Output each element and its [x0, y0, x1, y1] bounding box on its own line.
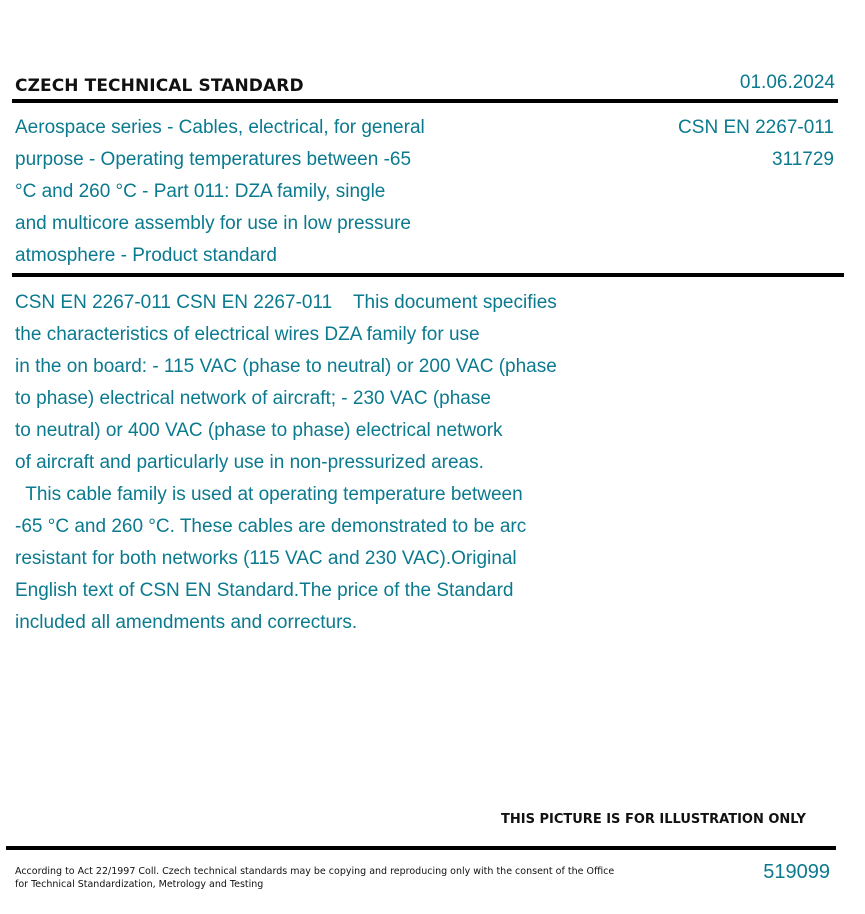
description-line: CSN EN 2267-011 CSN EN 2267-011 This document specifies [15, 292, 557, 313]
description-line: -65 °C and 260 °C. These cables are demonstrated to be arc [15, 516, 527, 537]
description-line: the characteristics of electrical wires DZA family for use [15, 324, 480, 345]
description-line: resistant for both networks (115 VAC and 230 VAC).Original [15, 548, 517, 569]
title-line: and multicore assembly for use in low pressure [15, 213, 412, 234]
title-line: atmosphere - Product standard [15, 245, 277, 266]
footer-divider [6, 846, 836, 850]
standard-identifier [678, 112, 834, 176]
standard-title [15, 112, 515, 272]
description-line: included all amendments and correcturs. [15, 612, 358, 633]
description-line: of aircraft and particularly use in non-pressurized areas. [15, 452, 484, 473]
title-line: purpose - Operating temperatures between -65 [15, 149, 412, 170]
title-line: °C and 260 °C - Part 011: DZA family, single [15, 181, 386, 202]
description-line: to neutral) or 400 VAC (phase to phase) electrical network [15, 420, 503, 441]
header-divider [12, 99, 838, 103]
document-type-label: CZECH TECHNICAL STANDARD [15, 76, 304, 96]
title-divider [12, 273, 844, 277]
catalog-number: 311729 [772, 149, 834, 170]
description-line: English text of CSN EN Standard.The price of the Standard [15, 580, 514, 601]
legal-notice [15, 865, 614, 891]
standard-description [15, 287, 557, 639]
description-line: to phase) electrical network of aircraft; - 230 VAC (phase [15, 388, 491, 409]
description-line: This cable family is used at operating temperature between [15, 484, 523, 505]
product-code: 519099 [763, 861, 830, 883]
illustration-disclaimer: THIS PICTURE IS FOR ILLUSTRATION ONLY [501, 812, 806, 827]
legal-notice-line: According to Act 22/1997 Coll. Czech technical standards may be copying and reproducing only with the consent of the Office [15, 866, 615, 877]
standard-designation: CSN EN 2267-011 [678, 117, 834, 138]
publication-date: 01.06.2024 [739, 72, 835, 93]
description-line: in the on board: - 115 VAC (phase to neutral) or 200 VAC (phase [15, 356, 557, 377]
legal-notice-line: for Technical Standardization, Metrology and Testing [15, 879, 264, 890]
title-line: Aerospace series - Cables, electrical, for general [15, 117, 425, 138]
